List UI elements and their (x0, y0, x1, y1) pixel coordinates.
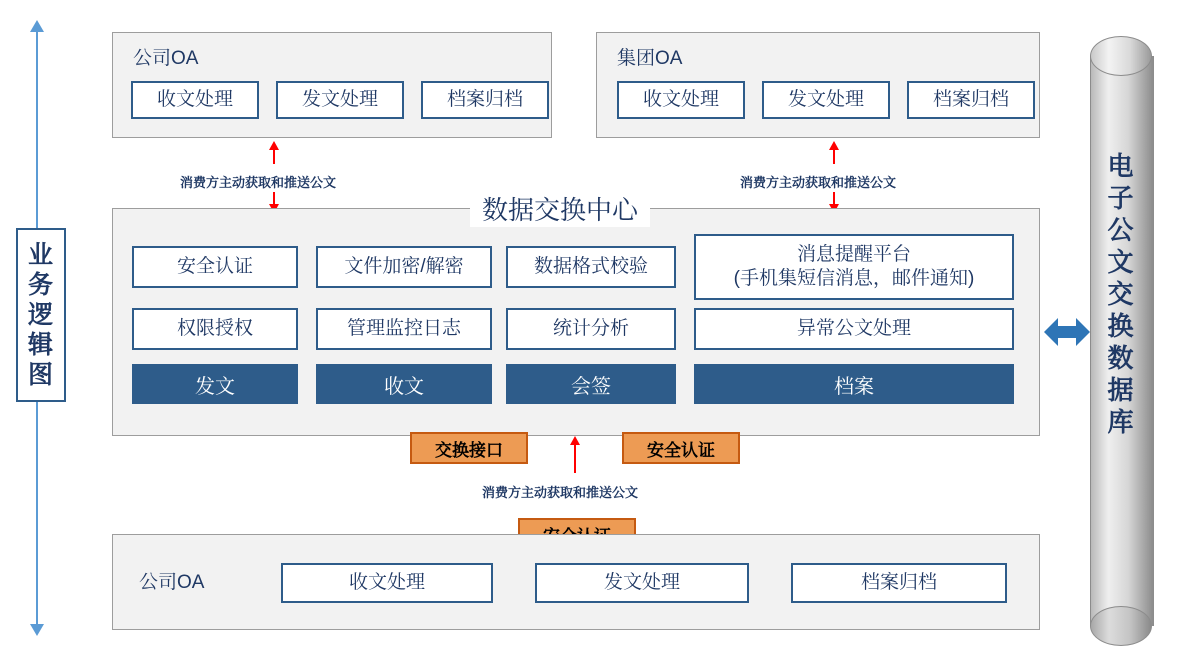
center-btn-incoming-doc[interactable]: 收文 (316, 364, 492, 404)
axis-arrow-down-icon (30, 624, 44, 636)
arrow-up-right-icon (829, 141, 839, 150)
arrow-up-right-shaft (833, 150, 835, 164)
top-left-btn-outgoing[interactable]: 发文处理 (276, 81, 404, 119)
center-btn-file-encryption[interactable]: 文件加密/解密 (316, 246, 492, 288)
top-right-system-box (596, 32, 1040, 138)
database-label: 电子公文交换数据库 (1107, 151, 1135, 437)
center-btn-exception-handling[interactable]: 异常公文处理 (694, 308, 1014, 350)
message-platform-line2: (手机集短信消息，邮件通知) (733, 268, 975, 289)
message-platform-line1: 消息提醒平台 (796, 244, 911, 266)
top-left-btn-incoming[interactable]: 收文处理 (131, 81, 259, 119)
top-right-btn-archive[interactable]: 档案归档 (907, 81, 1035, 119)
bottom-system-box (112, 534, 1040, 630)
bottom-system-title: 公司OA (139, 572, 205, 593)
business-logic-label: 业务逻辑图 (16, 228, 66, 402)
center-btn-archive[interactable]: 档案 (694, 364, 1014, 404)
top-left-system-title: 公司OA (133, 48, 199, 69)
bottom-btn-outgoing[interactable]: 发文处理 (535, 563, 749, 603)
data-exchange-center-title: 数据交换中心 (470, 190, 650, 227)
top-right-system-title: 集团OA (617, 48, 683, 69)
note-bottom: 消费方主动获取和推送公文 (482, 485, 639, 500)
top-left-system-box (112, 32, 552, 138)
tag-exchange-interface[interactable]: 交换接口 (410, 432, 528, 464)
database-cylinder-bottom (1090, 606, 1152, 646)
double-arrow-icon (1044, 312, 1090, 352)
center-btn-countersign[interactable]: 会签 (506, 364, 676, 404)
center-btn-message-platform[interactable] (694, 234, 1014, 300)
database-cylinder-top (1090, 36, 1152, 76)
note-left-top: 消费方主动获取和推送公文 (180, 175, 337, 190)
center-btn-security-auth[interactable]: 安全认证 (132, 246, 298, 288)
arrow-up-bottom-shaft (574, 445, 576, 473)
top-left-btn-archive[interactable]: 档案归档 (421, 81, 549, 119)
tag-security-auth-top[interactable]: 安全认证 (622, 432, 740, 464)
center-btn-monitor-log[interactable]: 管理监控日志 (316, 308, 492, 350)
bottom-btn-archive[interactable]: 档案归档 (791, 563, 1007, 603)
center-btn-format-validation[interactable]: 数据格式校验 (506, 246, 676, 288)
top-right-btn-outgoing[interactable]: 发文处理 (762, 81, 890, 119)
arrow-up-bottom-icon (570, 436, 580, 445)
top-right-btn-incoming[interactable]: 收文处理 (617, 81, 745, 119)
bottom-btn-incoming[interactable]: 收文处理 (281, 563, 493, 603)
note-right-top: 消费方主动获取和推送公文 (740, 175, 897, 190)
center-btn-statistics[interactable]: 统计分析 (506, 308, 676, 350)
center-btn-permission[interactable]: 权限授权 (132, 308, 298, 350)
arrow-up-left-shaft (273, 150, 275, 164)
center-btn-outgoing-doc[interactable]: 发文 (132, 364, 298, 404)
arrow-up-left-icon (269, 141, 279, 150)
